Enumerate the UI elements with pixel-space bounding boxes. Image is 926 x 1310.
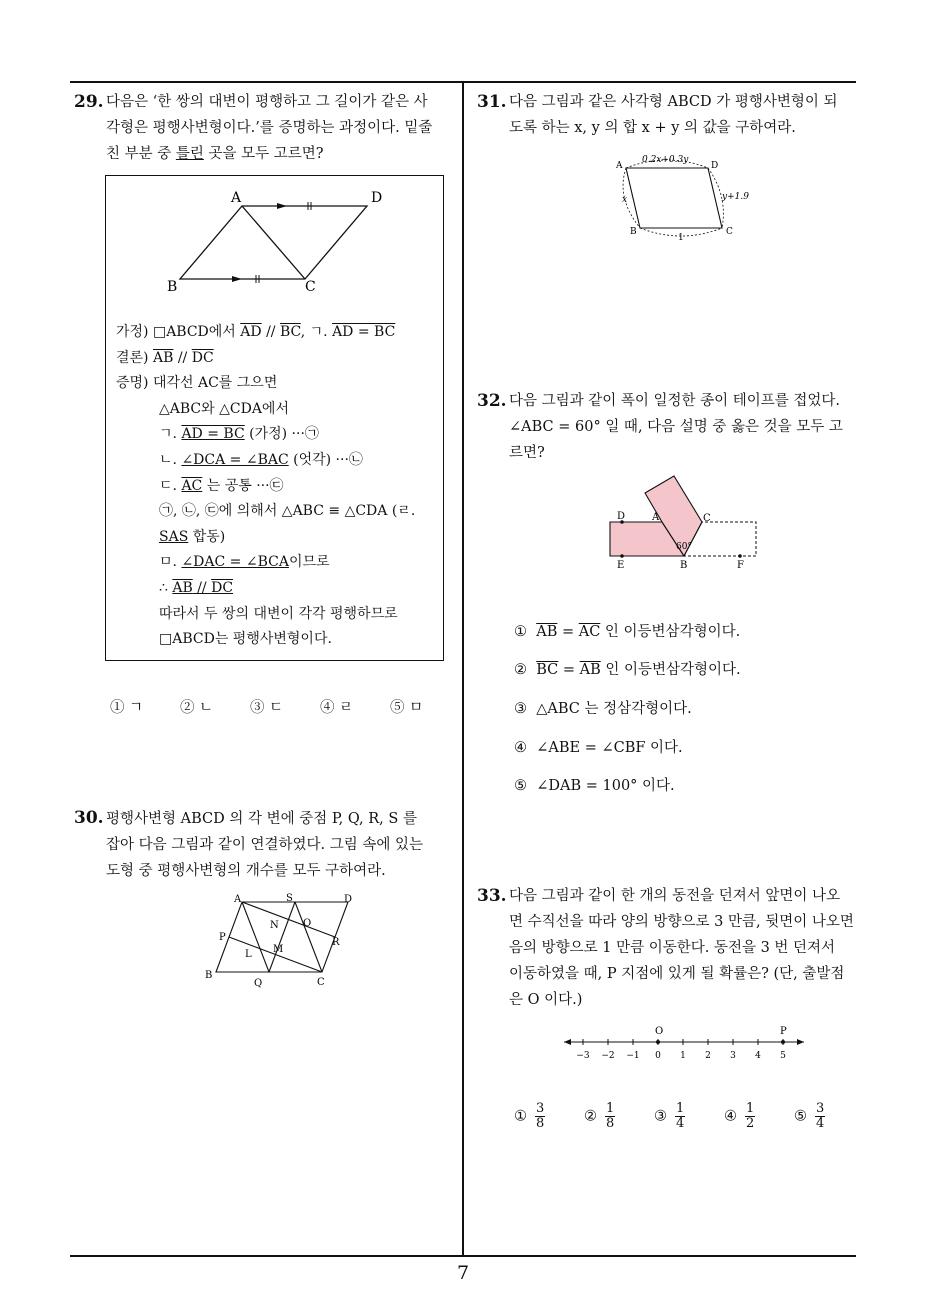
q32-choice-2[interactable] — [514, 658, 741, 679]
q29-step3-tail: 는 공통 ···㉢ — [202, 477, 284, 494]
q32-choice-4-text: ∠ABE = ∠CBF 이다. — [536, 740, 683, 756]
q29-step2-label: ㄴ. — [159, 451, 182, 468]
q29-conclusion-dc: $\overline{DC}$ — [191, 349, 214, 366]
q33-choice-2-fraction — [605, 1102, 615, 1131]
q33-tick-label: −1 — [626, 1051, 640, 1061]
q30-label-M: M — [273, 944, 284, 955]
q32-choice-5-text: ∠DAB = 100° 이다. — [536, 778, 675, 794]
q33-line: 은 O 이다.) — [509, 992, 583, 1008]
q33-choice-3-den: 4 — [676, 1116, 685, 1131]
q29-step5-label: ㅁ. — [159, 554, 182, 571]
q29-step-triangles: △ABC와 △CDA에서 — [159, 400, 289, 417]
q31-line: 다음 그림과 같은 사각형 ABCD 가 평행사변형이 되 — [509, 94, 838, 110]
q33-tick-label: 3 — [730, 1051, 736, 1061]
q29-step2-tail: (엇각) ···㉡ — [288, 451, 363, 468]
q29-therefore-prefix: ∴ — [159, 579, 173, 596]
q29-underlined-word: 틀린 — [175, 146, 204, 162]
q32-label-C: C — [703, 513, 711, 524]
q29-final1: 따라서 두 쌍의 대변이 각각 평행하므로 — [159, 605, 398, 622]
q32-choice-2-b: $\overline{AB}$ — [579, 662, 601, 678]
q32-choice-2-tail: 인 이등변삼각형이다. — [600, 662, 741, 678]
q29-step5 — [116, 550, 415, 576]
q32-choice-1-mid: = — [557, 624, 579, 640]
q29-line3b: 곳을 모두 고르면? — [203, 146, 324, 162]
q30-label-P: P — [219, 932, 226, 943]
q29-proof-intro: 증명) 대각선 AC를 그으면 — [116, 375, 278, 392]
q31-line: 도록 하는 x, y 의 합 x + y 의 값을 구하여라. — [509, 120, 796, 136]
q29-premise-mid: , ㄱ. — [300, 324, 333, 340]
q33-label-O: O — [655, 1026, 664, 1037]
q29-therefore-dc: DC — [211, 579, 234, 596]
q29-therefore — [116, 576, 415, 602]
q33-choice-1-num: 3 — [536, 1101, 545, 1116]
q33-choice-1-den: 8 — [536, 1116, 545, 1131]
q31-parallelogram-figure — [612, 152, 782, 244]
q32-choice-5[interactable] — [514, 774, 675, 795]
q30-number: 30. — [74, 808, 104, 828]
q29-premise-eq: AD = BC — [332, 324, 396, 340]
q29-step1-tail: (가정) ···㉠ — [244, 426, 319, 443]
q33-choice-5-num: 3 — [816, 1101, 825, 1116]
q32-choice-4[interactable] — [514, 736, 683, 757]
q29-line — [106, 141, 432, 167]
q33-choice-3-num: 1 — [676, 1101, 685, 1116]
q30-text — [106, 806, 423, 884]
q33-choice-3-mark: ③ — [654, 1108, 667, 1125]
q29-line3a: 친 부분 중 — [106, 146, 176, 162]
q32-line: 다음 그림과 같이 폭이 일정한 종이 테이프를 접었다. — [509, 393, 841, 409]
q29-choice-2[interactable]: ② ㄴ — [180, 700, 214, 716]
q32-choice-2-mid: = — [558, 662, 580, 678]
q29-therefore-par: // — [192, 579, 212, 596]
q33-tick-label: 2 — [705, 1051, 711, 1061]
q29-premise-ad: $\overline{AD}$ — [240, 324, 262, 340]
q29-step4-cont — [116, 525, 415, 551]
q30-label-D: D — [344, 894, 353, 905]
q32-line: 르면? — [509, 445, 545, 461]
q29-number: 29. — [74, 92, 104, 112]
q32-choice-3-text: △ABC 는 정삼각형이다. — [536, 701, 692, 717]
q30-label-C: C — [317, 977, 325, 988]
q32-label-F: F — [737, 560, 744, 571]
q33-choice-4[interactable] — [724, 1102, 755, 1131]
q32-choice-4-mark: ④ — [514, 740, 527, 756]
q30-label-L: L — [245, 949, 252, 960]
page-number: 7 — [456, 1262, 470, 1284]
q33-choice-2-num: 1 — [606, 1101, 615, 1116]
q29-conclusion-ab: $\overline{AB}$ — [152, 349, 174, 366]
q29-step3-label: ㄷ. — [159, 477, 182, 494]
q30-label-Q: Q — [254, 978, 263, 989]
q30-label-A: A — [234, 894, 242, 905]
q33-choice-1[interactable] — [514, 1102, 545, 1131]
q29-step4: ㉠, ㉡, ㉢에 의해서 △ABC ≡ △CDA (ㄹ. — [159, 503, 416, 520]
q30-label-N: N — [270, 920, 279, 931]
q32-line: ∠ABC = 60° 일 때, 다음 설명 중 옳은 것을 모두 고 — [509, 419, 843, 435]
q29-step1-body: AD = BC — [181, 426, 245, 443]
q32-label-D: D — [617, 511, 626, 522]
q29-line: 각형은 평행사변형이다.’를 증명하는 과정이다. 밑줄 — [106, 120, 433, 136]
q29-step4-sas: SAS — [159, 528, 189, 545]
q29-step3-body: AC — [181, 477, 203, 494]
q33-choice-4-fraction — [745, 1102, 755, 1131]
q29-proof-lines — [116, 320, 415, 653]
q33-choice-2-mark: ② — [584, 1108, 597, 1125]
q32-choice-1-mark: ① — [514, 624, 527, 640]
q29-premise-bc: $\overline{BC}$ — [279, 324, 301, 340]
q30-label-O: O — [303, 918, 312, 929]
q29-step5-tail: 이므로 — [288, 554, 330, 571]
q29-label-B: B — [167, 279, 178, 295]
q29-step1-label: ㄱ. — [159, 426, 182, 443]
q29-conclusion-prefix: 결론) — [116, 349, 153, 366]
q29-step3 — [116, 474, 415, 500]
q31-label-C: C — [726, 227, 733, 237]
q29-step1 — [116, 422, 415, 448]
q29-premise — [116, 320, 415, 346]
q31-label-top: 0.2x+0.3y — [642, 155, 689, 165]
q29-label-A: A — [231, 190, 242, 206]
q32-choice-3[interactable] — [514, 697, 692, 718]
q33-choice-3[interactable] — [654, 1102, 685, 1131]
q29-label-C: C — [305, 279, 316, 295]
q32-choice-2-a: $\overline{BC}$ — [536, 662, 559, 678]
q33-number-line-figure — [560, 1018, 810, 1066]
q29-label-D: D — [371, 190, 383, 206]
q29-step2-body: ∠DCA = ∠BAC — [181, 451, 289, 468]
q33-choice-5-den: 4 — [816, 1116, 825, 1131]
q33-tick-label: 5 — [780, 1051, 786, 1061]
q30-parallelogram-figure — [200, 890, 360, 990]
q32-text — [509, 388, 843, 466]
q32-label-A: A — [652, 512, 660, 523]
q31-label-right: y+1.9 — [722, 192, 749, 202]
q32-choice-3-mark: ③ — [514, 701, 527, 717]
q33-tick-label: 0 — [655, 1051, 661, 1061]
q32-label-B: B — [680, 560, 688, 571]
q29-final2: □ABCD는 평행사변형이다. — [159, 631, 332, 648]
q29-text — [106, 89, 432, 167]
q33-choice-3-fraction — [675, 1102, 685, 1131]
q32-number: 32. — [477, 391, 507, 411]
q30-label-S: S — [286, 893, 293, 904]
q30-label-B: B — [205, 970, 213, 981]
q33-choice-5-fraction — [815, 1102, 825, 1131]
q32-choice-5-mark: ⑤ — [514, 778, 527, 794]
q30-label-R: R — [332, 937, 340, 948]
q30-line: 도형 중 평행사변형의 개수를 모두 구하여라. — [106, 863, 386, 879]
q29-step4-tail: 합동) — [188, 528, 226, 545]
q32-choice-1[interactable] — [514, 620, 740, 641]
q33-choice-2[interactable] — [584, 1102, 615, 1131]
q33-choice-4-mark: ④ — [724, 1108, 737, 1125]
q33-text — [509, 883, 854, 1013]
q31-number: 31. — [477, 92, 507, 112]
q32-choice-2-mark: ② — [514, 662, 527, 678]
q29-premise-par: // — [261, 324, 280, 340]
q33-tick-label: −2 — [601, 1051, 615, 1061]
q33-choice-4-num: 1 — [746, 1101, 755, 1116]
q33-choice-4-den: 2 — [746, 1116, 755, 1131]
q33-choice-2-den: 8 — [606, 1116, 615, 1131]
q33-choice-5-mark: ⑤ — [794, 1108, 807, 1125]
q33-tick-label: 1 — [680, 1051, 686, 1061]
q32-choice-1-a: $\overline{AB}$ — [536, 624, 558, 640]
q33-choice-5[interactable] — [794, 1102, 825, 1131]
q33-line: 음의 방향으로 1 만큼 이동한다. 동전을 3 번 던져서 — [509, 940, 836, 956]
q32-folded-tape-figure — [600, 470, 770, 574]
q32-choice-1-tail: 인 이등변삼각형이다. — [600, 624, 741, 640]
q33-line: 이동하였을 때, P 지점에 있게 될 확률은? (단, 출발점 — [509, 966, 845, 982]
q31-label-A: A — [616, 161, 623, 171]
q32-choice-1-b: $\overline{AC}$ — [578, 624, 601, 640]
column-divider — [462, 81, 464, 1257]
q33-number: 33. — [477, 886, 507, 906]
q32-label-E: E — [617, 560, 625, 571]
q30-line: 평행사변형 ABCD 의 각 변에 중점 P, Q, R, S 를 — [106, 811, 417, 827]
bottom-rule — [70, 1255, 856, 1257]
q29-conclusion — [116, 346, 415, 372]
q29-step2 — [116, 448, 415, 474]
q33-tick-label: −3 — [576, 1051, 590, 1061]
q31-label-B: B — [630, 227, 637, 237]
q33-line: 다음 그림과 같이 한 개의 동전을 던져서 앞면이 나오 — [509, 888, 841, 904]
q29-choice-1[interactable]: ① ㄱ — [110, 700, 144, 716]
q29-choice-4[interactable]: ④ ㄹ — [320, 700, 354, 716]
q29-step5-body: ∠DAC = ∠BCA — [181, 554, 289, 571]
q33-label-P: P — [780, 1026, 787, 1037]
q32-angle-label: 60° — [676, 542, 692, 552]
q31-label-bottom: 1 — [678, 233, 684, 243]
q31-label-left: x — [622, 195, 628, 205]
q33-line: 면 수직선을 따라 양의 방향으로 3 만큼, 뒷면이 나오면 — [509, 914, 854, 930]
q33-choice-1-fraction — [535, 1102, 545, 1131]
q29-choice-3[interactable]: ③ ㄷ — [250, 700, 284, 716]
q33-choice-1-mark: ① — [514, 1108, 527, 1125]
q29-parallelogram-figure — [105, 175, 444, 305]
q29-therefore-ab: AB — [172, 579, 193, 596]
q31-text — [509, 89, 838, 141]
q31-label-D: D — [711, 161, 719, 171]
q29-conclusion-par: // — [173, 349, 192, 366]
q29-line: 다음은 ‘한 쌍의 대변이 평행하고 그 길이가 같은 사 — [106, 94, 428, 110]
q33-tick-label: 4 — [755, 1051, 761, 1061]
q30-line: 잡아 다음 그림과 같이 연결하였다. 그림 속에 있는 — [106, 837, 424, 853]
q29-choice-5[interactable]: ⑤ ㅁ — [390, 700, 424, 716]
q29-premise-prefix: 가정) □ABCD에서 — [116, 324, 241, 340]
